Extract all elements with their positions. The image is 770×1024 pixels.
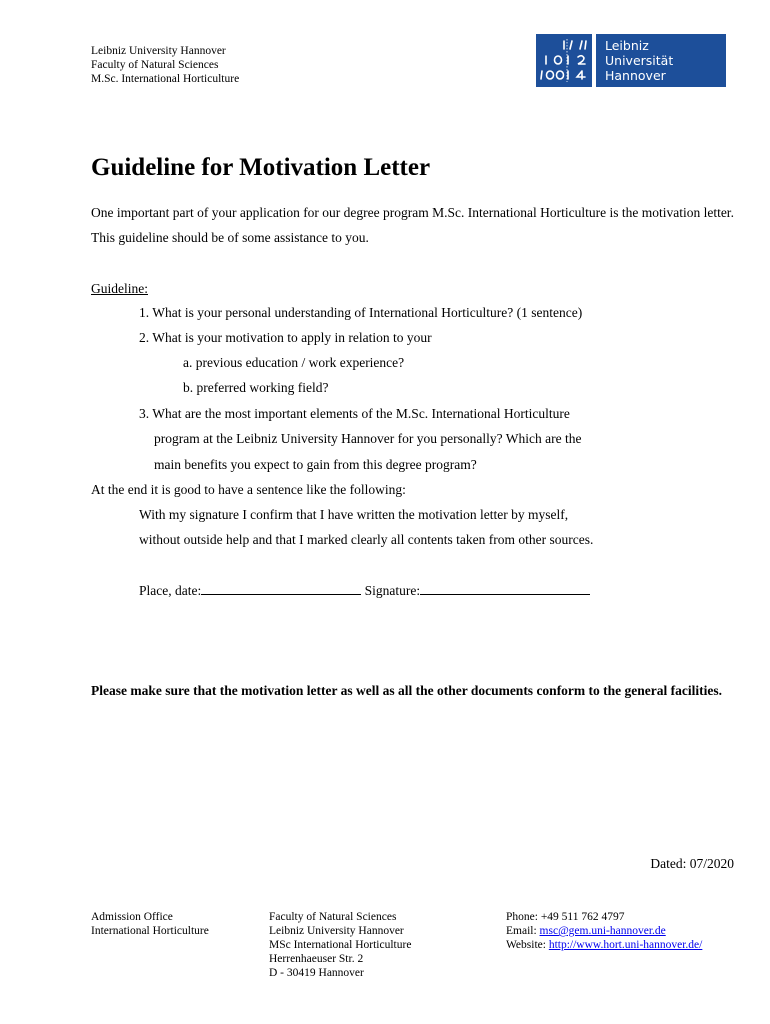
logo-wordmark	[596, 34, 726, 87]
footer-email-link[interactable]: msc@gem.uni-hannover.de	[539, 925, 666, 937]
document-title: Guideline for Motivation Letter	[91, 154, 431, 181]
footer-admission-line: Admission Office	[91, 911, 173, 923]
footer-address-line: Faculty of Natural Sciences	[269, 911, 397, 923]
signature-row	[139, 578, 590, 603]
statement-line: without outside help and that I marked clearly all contents taken from other sources.	[139, 532, 594, 547]
statement-line: With my signature I confirm that I have written the motivation letter by myself,	[139, 507, 569, 522]
logo-mark	[536, 34, 592, 87]
signature-label: Signature:	[364, 583, 421, 598]
place-date-label: Place, date:	[139, 583, 202, 598]
logo-line-2: Universität	[605, 53, 674, 68]
header-university: Leibniz University Hannover	[91, 45, 226, 57]
footer-address-line: MSc International Horticulture	[269, 939, 412, 951]
footer-email-row	[506, 924, 702, 938]
guideline-heading: Guideline:	[91, 281, 148, 296]
place-date-blank	[201, 582, 361, 595]
footer-website-link[interactable]: http://www.hort.uni-hannover.de/	[548, 939, 703, 951]
guideline-item-2: 2. What is your motivation to apply in relation to your	[139, 330, 432, 345]
header-program: M.Sc. International Horticulture	[91, 73, 240, 85]
guideline-item-3: 3. What are the most important elements of the M.Sc. International Horticulture	[139, 406, 570, 421]
university-logo	[536, 34, 726, 87]
dated-label: Dated: 07/2020	[650, 856, 734, 871]
footer-admission	[91, 910, 209, 938]
footer-contact	[506, 910, 702, 952]
footer-address	[269, 910, 411, 980]
footer-email-label: Email:	[506, 925, 540, 937]
guideline-item-2a: a. previous education / work experience?	[183, 355, 405, 370]
guideline-item-1: 1. What is your personal understanding of International Horticulture? (1 sentence)	[139, 305, 583, 320]
intro-paragraph: One important part of your application for our degree program M.Sc. International Horticulture is the motivation letter. This guideline should be of some assistance to you.	[91, 205, 734, 245]
guideline-item-2b: b. preferred working field?	[183, 380, 329, 395]
signature-blank	[420, 582, 590, 595]
logo-line-1: Leibniz	[605, 38, 649, 53]
footer-address-line: D - 30419 Hannover	[269, 967, 364, 979]
footer-phone: Phone: +49 511 762 4797	[506, 911, 625, 923]
footer-address-line: Herrenhaeuser Str. 2	[269, 953, 364, 965]
header-address	[91, 44, 239, 86]
header-faculty: Faculty of Natural Sciences	[91, 59, 219, 71]
end-note: At the end it is good to have a sentence like the following:	[91, 482, 406, 497]
guideline-item-3-cont: main benefits you expect to gain from this degree program?	[154, 457, 477, 472]
footer-address-line: Leibniz University Hannover	[269, 925, 404, 937]
guideline-item-3-cont: program at the Leibniz University Hannover for you personally? Which are the	[154, 431, 582, 446]
footer-admission-line: International Horticulture	[91, 925, 209, 937]
footer-website-row	[506, 938, 702, 952]
logo-line-3: Hannover	[605, 68, 666, 83]
documents-notice: Please make sure that the motivation letter as well as all the other documents conform to the general facilities.	[91, 683, 723, 698]
footer-website-label: Website:	[506, 939, 549, 951]
